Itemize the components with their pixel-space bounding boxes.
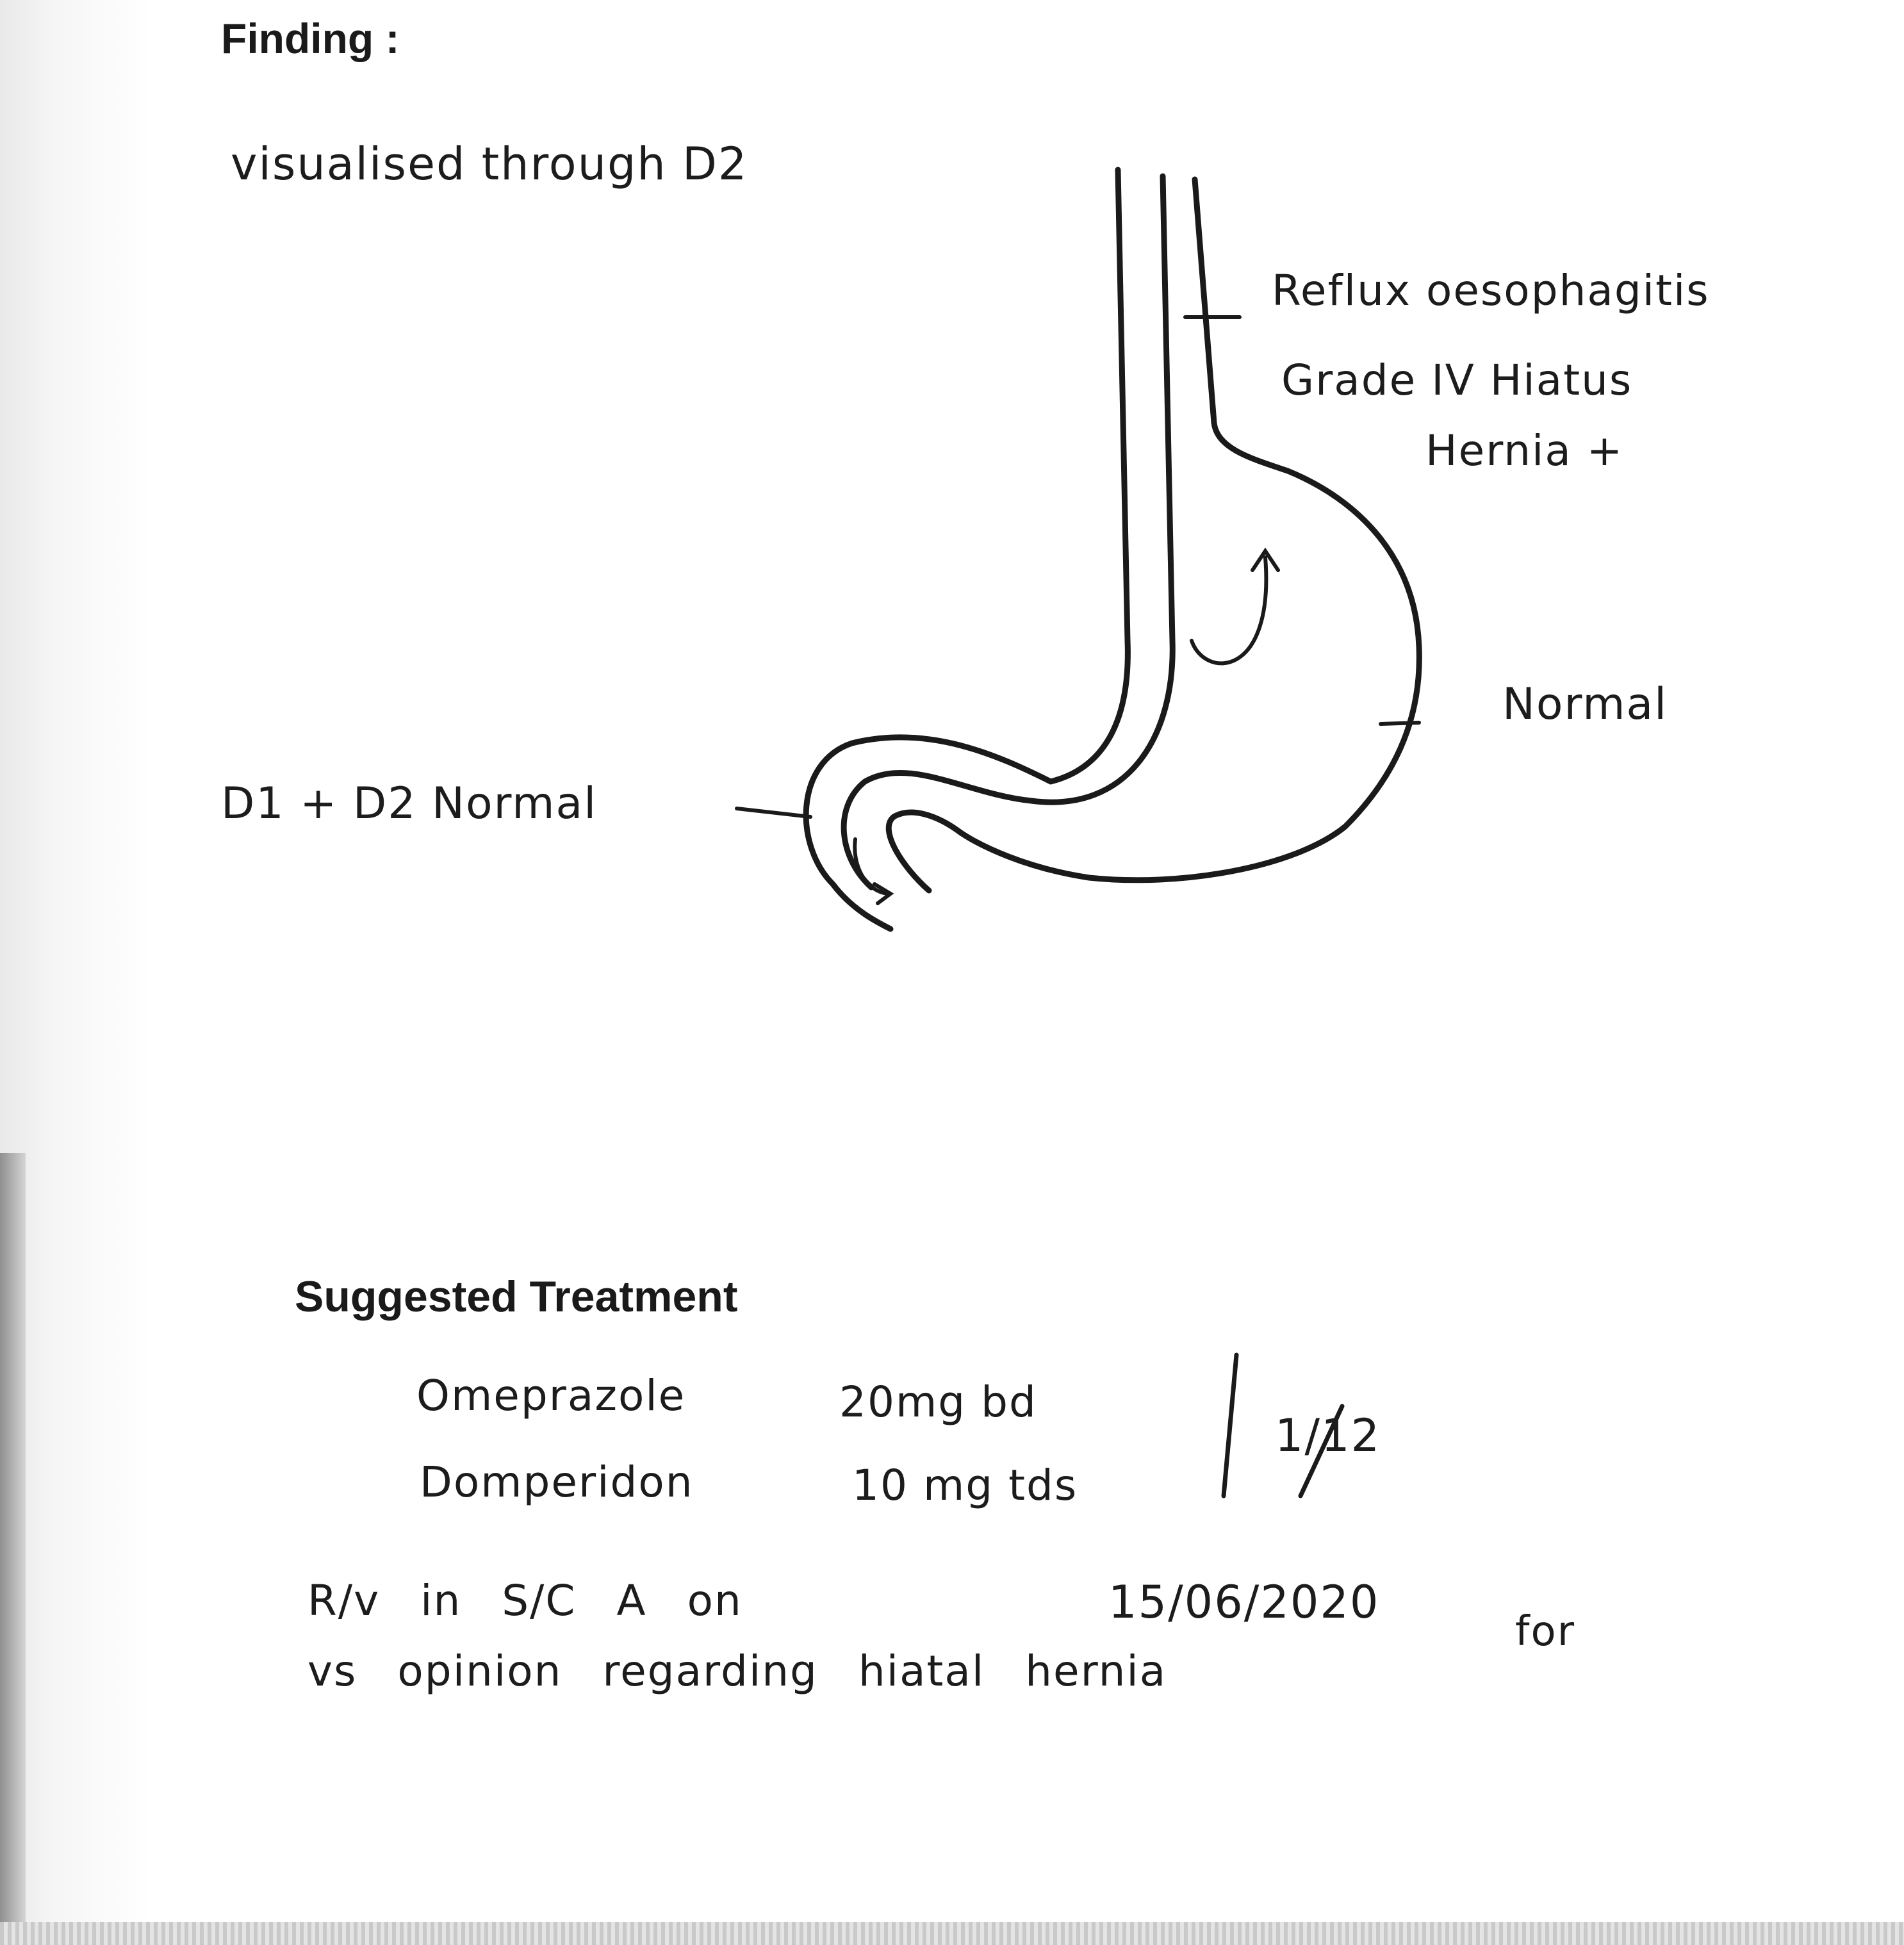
treatment-bracket-line xyxy=(1224,1355,1236,1496)
reflux-arrow xyxy=(1192,557,1266,663)
review-for: for xyxy=(1515,1608,1575,1655)
scan-edge-strip xyxy=(0,1922,1904,1945)
treatment-heading: Suggested Treatment xyxy=(295,1272,738,1321)
finding-heading: Finding : xyxy=(221,15,400,62)
pointer-normal xyxy=(1381,723,1419,724)
pointer-duodenum xyxy=(737,808,810,817)
medication-2-dose: 10 mg tds xyxy=(852,1461,1078,1510)
oesophagus-left-wall xyxy=(806,170,1128,929)
medication-2-name: Domperidon xyxy=(420,1457,694,1507)
hiatus-label: Grade IV Hiatus xyxy=(1281,356,1633,405)
hernia-label: Hernia + xyxy=(1425,426,1624,475)
medication-1-name: Omeprazole xyxy=(416,1371,686,1420)
reflux-label: Reflux oesophagitis xyxy=(1272,266,1710,315)
duodenum-normal-label: D1 + D2 Normal xyxy=(221,778,598,829)
treatment-duration: 1/12 xyxy=(1275,1409,1381,1462)
review-purpose: vs opinion regarding hiatal hernia xyxy=(308,1646,1167,1696)
review-instruction: R/v in S/C A on xyxy=(308,1576,743,1625)
stomach-normal-label: Normal xyxy=(1502,679,1668,730)
medication-1-dose: 20mg bd xyxy=(839,1377,1037,1427)
review-date: 15/06/2020 xyxy=(1108,1576,1380,1629)
visualised-note: visualised through D2 xyxy=(231,138,748,190)
